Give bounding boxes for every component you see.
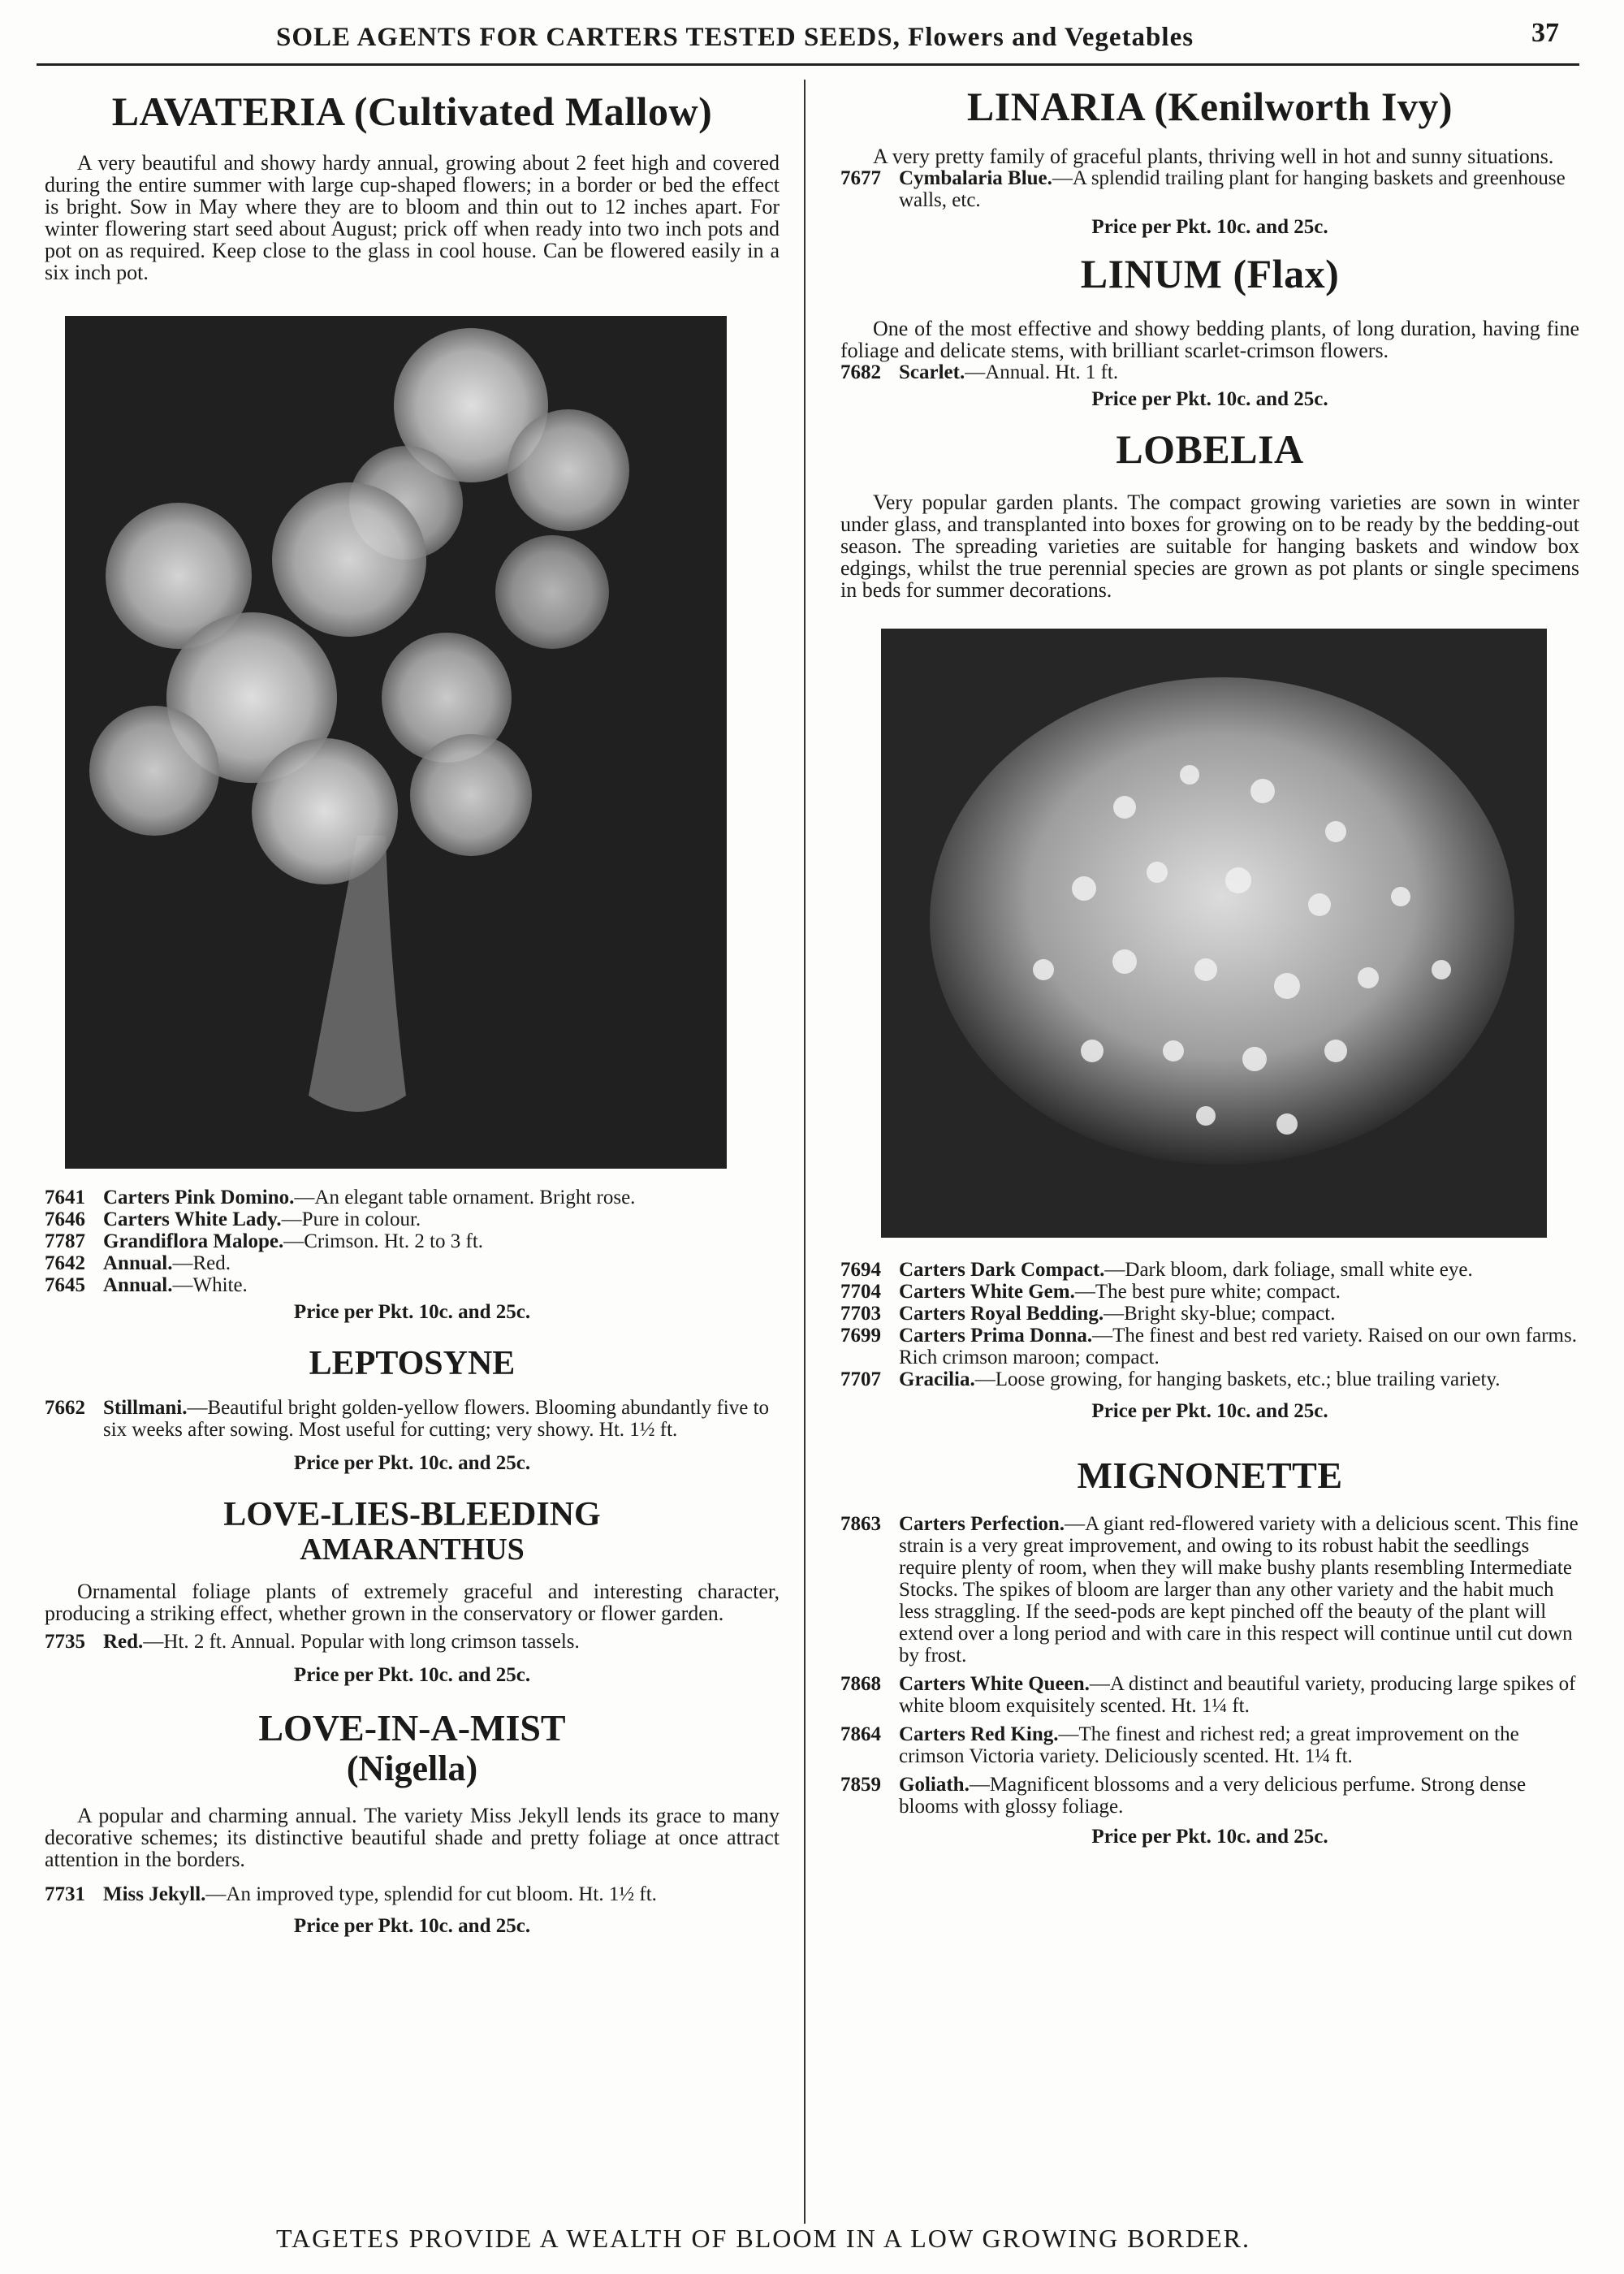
linaria-intro: A very pretty family of graceful plants, thriving well in hot and sunny situations. [873,145,1554,168]
love-lies-list [45,1631,780,1653]
mallow-vase-illustration [65,316,727,1169]
linaria-title: LINARIA (Kenilworth Ivy) [966,84,1453,129]
lobelia-title: LOBELIA [1116,426,1304,472]
leptosyne-title: LEPTOSYNE [309,1345,516,1382]
page-footer: TAGETES PROVIDE A WEALTH OF BLOOM IN A LOW GROWING BORDER. [276,2224,1250,2253]
list-item: 7677 Cymbalaria Blue.—A splendid trailing plant for hanging baskets and greenhouse walls, etc. [840,167,1566,211]
lobelia-plant-illustration [881,629,1547,1238]
list-item: 7863 Carters Perfection.—A giant red-flowered variety with a delicious scent. This fine strain is a very great improvement, and owing to its robust habit the seedlings require plenty of room, when they will make bushy plants resembling Intermediate Stocks. The spikes of bloom are larger than any other variety and the habit much less straggling. If the seed-pods are kept pinched off the beauty of the plant will extend over a long period and with care in this respect will continue until cut down by frost. [840,1512,1579,1667]
list-item: 7694 Carters Dark Compact.—Dark bloom, dark foliage, small white eye. [840,1259,1473,1281]
love-lies-price: Price per Pkt. 10c. and 25c. [293,1664,531,1687]
lobelia-intro: Very popular garden plants. The compact growing varieties are sown in winter under glass, and transplanted into boxes for growing on to be ready by the bedding-out season. The spreading varieties are suitable for hanging baskets and window box edgings, whilst the true perennial species are grown as pot plants or single specimens in beds for summer decorations. [840,491,1579,602]
lobelia-photo [881,629,1547,1238]
list-item: 7703 Carters Royal Bedding.—Bright sky-blue; compact. [840,1303,1336,1325]
list-item: 7699 Carters Prima Donna.—The finest and best red variety. Raised on our own farms. Rich crimson maroon; compact. [840,1325,1577,1368]
list-item: 7707 Gracilia.—Loose growing, for hanging baskets, etc.; blue trailing variety. [840,1368,1501,1390]
page-header: SOLE AGENTS FOR CARTERS TESTED SEEDS, Flowers and Vegetables [276,23,1194,52]
lavateria-price: Price per Pkt. 10c. and 25c. [293,1301,531,1323]
mignonette-list [840,1513,1579,1818]
list-item: 7859 Goliath.—Magnificent blossoms and a very delicious perfume. Strong dense blooms with glossy foliage. [840,1773,1527,1818]
lavateria-photo [65,316,727,1169]
list-item: 7787 Grandiflora Malope.—Crimson. Ht. 2 to 3 ft. [45,1230,484,1252]
love-mist-title: LOVE-IN-A-MIST [258,1707,566,1749]
lobelia-list [840,1259,1579,1390]
linaria-list [840,167,1579,211]
love-mist-price: Price per Pkt. 10c. and 25c. [293,1915,531,1938]
linum-intro: One of the most effective and showy bedding plants, of long duration, having fine foliage and delicate stems, with brilliant scarlet-crimson flowers. [840,317,1579,362]
lavateria-title: LAVATERIA (Cultivated Mallow) [111,89,713,134]
list-item: 7868 Carters White Queen.—A distinct and beautiful variety, producing large spikes of white bloom exquisitely scented. Ht. 1¼ ft. [840,1672,1576,1717]
love-lies-title: LOVE-LIES-BLEEDING [223,1496,601,1534]
linum-price: Price per Pkt. 10c. and 25c. [1091,388,1328,410]
list-item: 7704 Carters White Gem.—The best pure white; compact. [840,1281,1341,1303]
love-lies-intro: Ornamental foliage plants of extremely graceful and interesting character, producing a striking effect, whether grown in the conservatory or flower garden. [45,1580,780,1626]
list-item: 7735 Red.—Ht. 2 ft. Annual. Popular with long crimson tassels. [45,1631,580,1654]
love-mist-list [45,1883,780,1905]
right-column [840,81,1579,1853]
linum-list [840,361,1579,383]
list-item: 7662 Stillmani.—Beautiful bright golden-yellow flowers. Blooming abundantly five to six weeks after sowing. Most useful for cutting; very showy. Ht. 1½ ft. [45,1397,770,1442]
list-item: 7646 Carters White Lady.—Pure in colour. [45,1208,421,1230]
list-item: 7642 Annual.—Red. [45,1252,231,1274]
list-item: 7645 Annual.—White. [45,1274,248,1296]
love-mist-intro: A popular and charming annual. The variety Miss Jekyll lends its grace to many decorative schemes; its distinctive beautiful shade and pretty foliage at once attract attention in the borders. [45,1804,780,1872]
lavateria-list [45,1187,780,1296]
lobelia-price: Price per Pkt. 10c. and 25c. [1091,1400,1328,1422]
list-item: 7641 Carters Pink Domino.—An elegant table ornament. Bright rose. [45,1187,636,1208]
list-item: 7864 Carters Red King.—The finest and richest red; a great improvement on the crimson Victoria variety. Deliciously scented. Ht. 1¼ ft. [840,1723,1519,1767]
linaria-price: Price per Pkt. 10c. and 25c. [1091,216,1328,238]
lavateria-intro: A very beautiful and showy hardy annual, growing about 2 feet high and covered during the entire summer with large cup-shaped flowers; in a border or bed the effect is bright. Sow in May where they are to bloom and thin out to 12 inches apart. For winter flowering start seed about August; prick off when ready into two inch pots and pot on as required. Keep close to the glass in cool house. Can be flowered easily in a six inch pot. [45,151,780,284]
mignonette-title: MIGNONETTE [1077,1455,1343,1496]
list-item: 7682 Scarlet.—Annual. Ht. 1 ft. [840,361,1119,383]
page-number: 37 [1531,18,1559,48]
left-column [45,81,780,1943]
love-lies-subtitle: AMARANTHUS [300,1533,525,1567]
leptosyne-price: Price per Pkt. 10c. and 25c. [293,1452,531,1475]
linum-title: LINUM (Flax) [1080,251,1340,296]
mignonette-price: Price per Pkt. 10c. and 25c. [1091,1825,1328,1848]
list-item: 7731 Miss Jekyll.—An improved type, splendid for cut bloom. Ht. 1½ ft. [45,1883,657,1906]
leptosyne-list [45,1397,780,1441]
header-rule [37,63,1579,66]
love-mist-subtitle: (Nigella) [346,1748,478,1788]
column-divider [804,80,806,2224]
